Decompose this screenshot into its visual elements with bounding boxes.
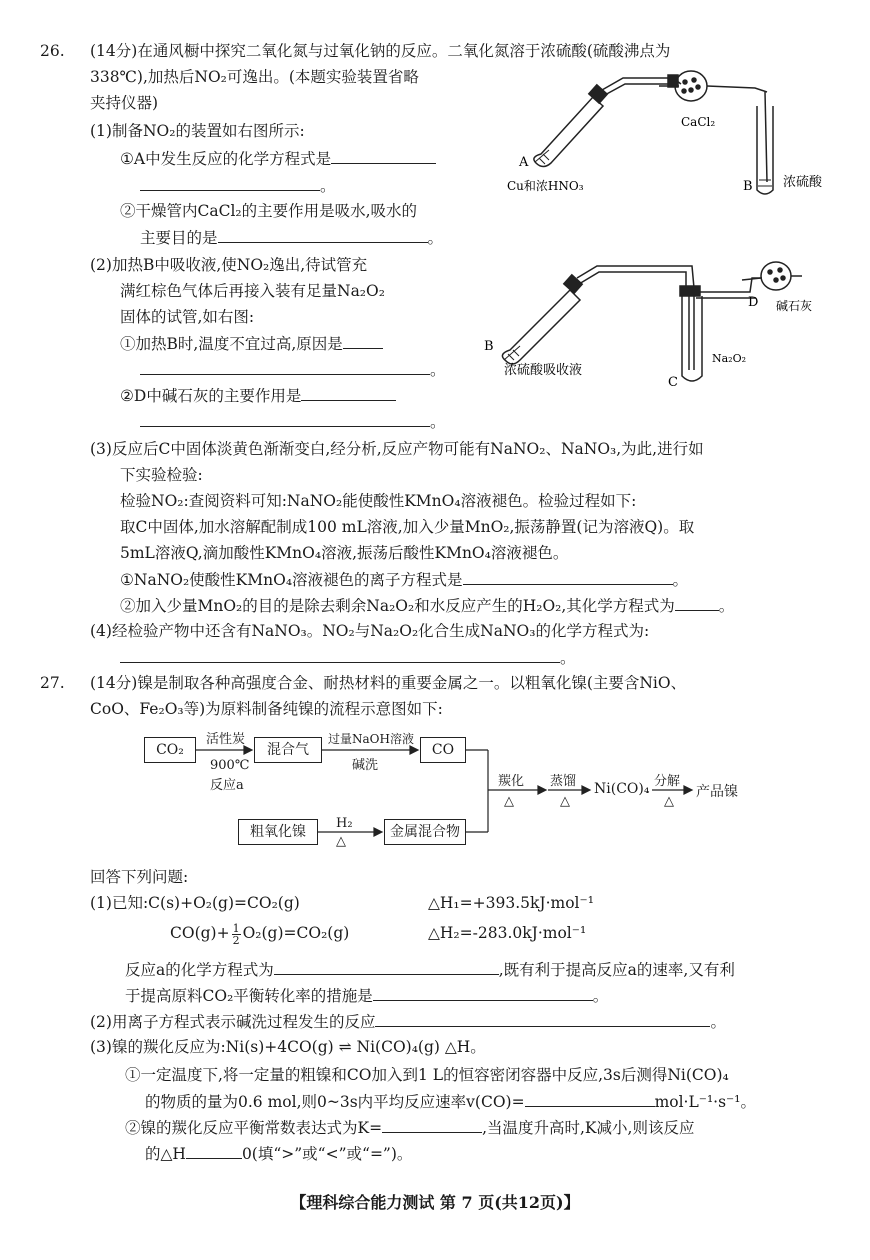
q26-part1: (1)制备NO₂的装置如右图所示: (90, 122, 305, 140)
label-reaction-a: 反应a (210, 778, 244, 793)
label-product-nickel: 产品镍 (696, 784, 738, 800)
q26-line3: 夹持仪器) (90, 94, 159, 112)
q26-part2b: 满红棕色气体后再接入装有足量Na₂O₂ (120, 282, 385, 300)
q27-part3b: ②镍的羰化反应平衡常数表达式为K= ,当温度升高时,K减小,则该反应 (125, 1116, 694, 1139)
answer-blank[interactable] (375, 1010, 710, 1027)
q26-part3a: (3)反应后C中固体淡黄色渐渐变白,经分析,反应产物可能有NaNO₂、NaNO₃,为此,进行如 (90, 440, 704, 458)
label-decomposition: 分解 (654, 774, 681, 789)
label-reagent-a: Cu和浓HNO₃ (507, 179, 584, 193)
answer-blank[interactable] (186, 1142, 242, 1159)
apparatus-figure-2 (480, 258, 840, 398)
label-a: A (519, 155, 529, 170)
box-co: CO (420, 737, 466, 763)
label-d: D (748, 295, 759, 310)
test-tube-b (757, 92, 773, 194)
q27-part3a-cont: 的物质的量为0.6 mol,则0~3s内平均反应速率v(CO)= mol·L⁻¹·s⁻¹。 (145, 1090, 756, 1113)
label-c: C (668, 375, 678, 390)
label-h2: H₂ (336, 816, 353, 831)
label-cacl2: CaCl₂ (681, 115, 716, 129)
q26-part2c: 固体的试管,如右图: (120, 308, 255, 326)
fraction-one-half: $\frac{1}{2}$ (232, 921, 240, 947)
answer-blank[interactable] (140, 358, 430, 375)
q26-part2a: (2)加热B中吸收液,使NO₂逸出,待试管充 (90, 256, 368, 274)
q26-number: 26. (40, 42, 65, 60)
label-reagent-b2: 浓硫酸吸收液 (504, 363, 583, 378)
box-metal-mixture: 金属混合物 (384, 819, 466, 845)
q26-part4-cont: 。 (120, 646, 576, 669)
apparatus-figure-1 (505, 62, 845, 212)
q27-part3: (3)镍的羰化反应为:Ni(s)+4CO(g) ⇌ Ni(CO)₄(g) △H。 (90, 1038, 486, 1056)
label-na2o2: Na₂O₂ (712, 352, 747, 365)
q26-part2d: ①加热B时,温度不宜过高,原因是 (120, 332, 383, 355)
q27-number: 27. (40, 674, 65, 692)
box-mixed-gas: 混合气 (254, 737, 322, 763)
q26-part3d: 取C中固体,加水溶解配制成100 mL溶液,加入少量MnO₂,振荡静置(记为溶液Q)。取 (120, 518, 695, 536)
answer-blank[interactable] (343, 332, 383, 349)
q26-line2: 338℃),加热后NO₂可逸出。(本题实验装置省略 (90, 68, 419, 86)
label-b: B (743, 179, 753, 194)
q27-part3b-cont: 的△H 0(填“>”或“<”或“=”)。 (145, 1142, 412, 1165)
q27-known-2: CO(g)+ $\frac{1}{2}$ O₂(g)=CO₂(g) (170, 921, 350, 947)
q26-part4: (4)经检验产物中还含有NaNO₃。NO₂与Na₂O₂化合生成NaNO₃的化学方程式为: (90, 622, 650, 640)
q26-part1a-cont: 。 (140, 174, 336, 197)
q26-part3b: 下实验检验: (120, 466, 203, 484)
q26-part3f: ①NaNO₂使酸性KMnO₄溶液褪色的离子方程式是 。 (120, 568, 688, 591)
label-activated-carbon: 活性炭 (206, 732, 246, 747)
test-tube-a (534, 75, 681, 167)
q27-part1b: 于提高原料CO₂平衡转化率的措施是 。 (125, 984, 608, 1007)
answer-blank[interactable] (218, 226, 428, 243)
q26-part3c: 检验NO₂:查阅资料可知:NaNO₂能使酸性KMnO₄溶液褪色。检验过程如下: (120, 492, 637, 510)
q27-line1: (14分)镍是制取各种高强度合金、耐热材料的重要金属之一。以粗氧化镍(主要含NiO、 (90, 674, 687, 692)
box-co2: CO₂ (144, 737, 196, 763)
answer-blank[interactable] (274, 958, 499, 975)
page-footer: 【理科综合能力测试 第 7 页(共12页)】 (290, 1193, 580, 1212)
label-b2: B (484, 339, 494, 354)
answer-blank[interactable] (675, 594, 719, 611)
box-crude-nickel-oxide: 粗氧化镍 (238, 819, 318, 845)
q26-part2d-cont: 。 (140, 358, 446, 381)
answer-blank[interactable] (525, 1090, 655, 1107)
label-nickel-carbonyl: Ni(CO)₄ (594, 781, 650, 797)
q26-part1a: ①A中发生反应的化学方程式是 (120, 147, 436, 170)
q27-part3a: ①一定温度下,将一定量的粗镍和CO加入到1 L的恒容密闭容器中反应,3s后测得Ni(CO)₄ (125, 1066, 729, 1084)
label-naoh: 过量NaOH溶液 (328, 732, 414, 746)
q27-part2: (2)用离子方程式表示碱洗过程发生的反应 。 (90, 1010, 726, 1033)
answer-blank[interactable] (120, 646, 560, 663)
label-temperature: 900℃ (210, 758, 250, 773)
heated-tube-b (502, 266, 694, 364)
q26-part2e: ②D中碱石灰的主要作用是 (120, 384, 396, 407)
q27-dh2: △H₂=-283.0kJ·mol⁻¹ (428, 924, 587, 942)
label-distillation: 蒸馏 (550, 774, 577, 789)
label-heat-1: △ (336, 834, 346, 849)
label-carbonylation: 羰化 (498, 774, 525, 789)
label-alkali-wash: 碱洗 (352, 758, 379, 773)
q27-line2: CoO、Fe₂O₃等)为原料制备纯镍的流程示意图如下: (90, 700, 443, 718)
answer-blank[interactable] (331, 147, 436, 164)
process-flow-diagram (130, 722, 750, 862)
q26-part1b: ②干燥管内CaCl₂的主要作用是吸水,吸水的 (120, 202, 418, 220)
q27-dh1: △H₁=+393.5kJ·mol⁻¹ (428, 894, 594, 912)
answer-blank[interactable] (140, 410, 430, 427)
q26-part2e-cont: 。 (140, 410, 446, 433)
q26-part3g: ②加入少量MnO₂的目的是除去剩余Na₂O₂和水反应产生的H₂O₂,其化学方程式为 。 (120, 594, 734, 617)
q26-part1c: 主要目的是 。 (140, 226, 443, 249)
answer-blank[interactable] (463, 568, 673, 585)
answer-blank[interactable] (140, 174, 320, 191)
answer-blank[interactable] (373, 984, 593, 1001)
label-heat-2: △ (504, 794, 514, 809)
q27-part1a: 反应a的化学方程式为 ,既有利于提高反应a的速率,又有利 (125, 958, 735, 981)
q27-ask: 回答下列问题: (90, 868, 189, 886)
q26-line1: (14分)在通风橱中探究二氧化氮与过氧化钠的反应。二氧化氮溶于浓硫酸(硫酸沸点为 (90, 42, 671, 60)
label-soda-lime: 碱石灰 (776, 299, 813, 313)
test-tube-c (680, 278, 762, 381)
answer-blank[interactable] (301, 384, 396, 401)
answer-blank[interactable] (382, 1116, 482, 1133)
label-reagent-b: 浓硫酸 (783, 175, 823, 190)
label-heat-4: △ (664, 794, 674, 809)
q26-part3e: 5mL溶液Q,滴加酸性KMnO₄溶液,振荡后酸性KMnO₄溶液褪色。 (120, 544, 569, 562)
q27-known-1: (1)已知:C(s)+O₂(g)=CO₂(g) (90, 894, 300, 912)
label-heat-3: △ (560, 794, 570, 809)
